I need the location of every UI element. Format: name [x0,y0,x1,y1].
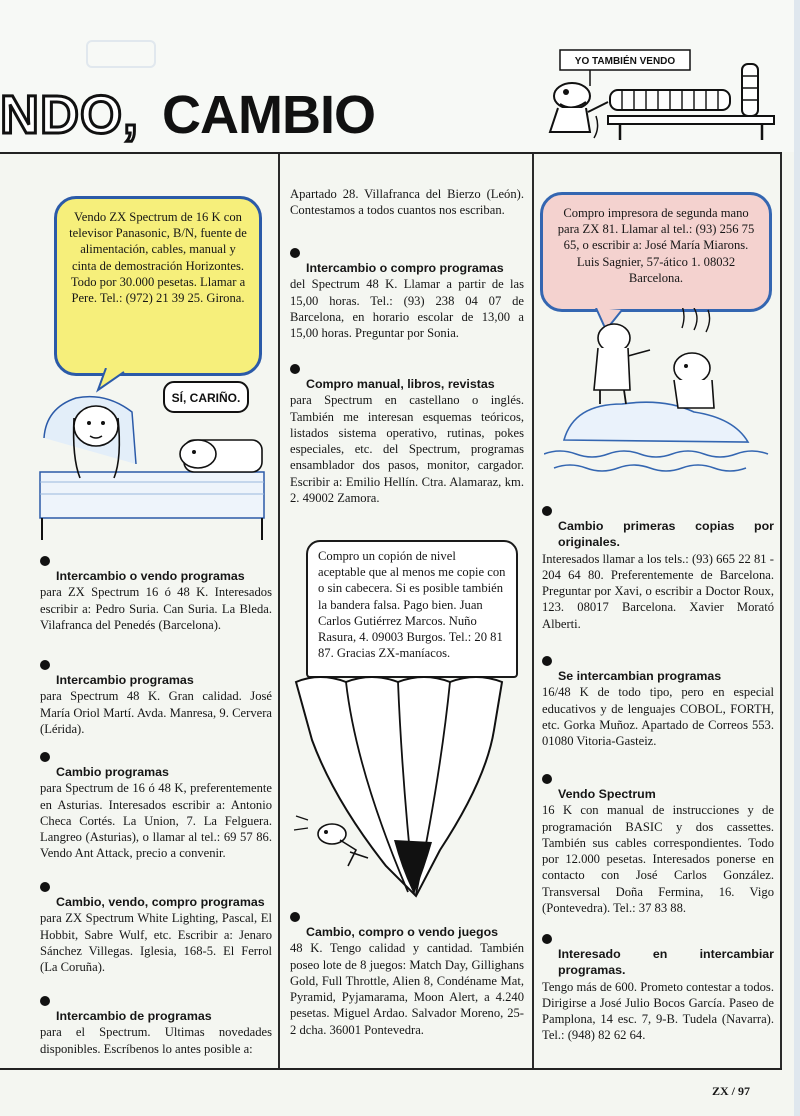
page-number: ZX / 97 [712,1084,751,1098]
classified-item [40,556,272,633]
bullet-icon [290,912,300,922]
item-title: Vendo Spectrum [558,787,656,801]
item-title: Interesado en intercambiar programas. [558,947,774,978]
item-body: 16 K con manual de instrucciones y de programación BASIC y dos cassettes. También sus cables correspondientes. Todo por 12.000 pesetas. Interesados ponerse en contacto con José Carlos González. Transversal Doña Fermina, 16. Vigo (Pontevedra). Tel.: 37 83 88. [542,803,774,916]
item-title: Intercambio de programas [56,1009,212,1023]
item-body: para el Spectrum. Ultimas novedades disponibles. Escríbenos lo antes posible a: [40,1025,272,1056]
item-body: para ZX Spectrum White Lighting, Pascal, El Hobbit, Sabre Wulf, etc. Escribir a: Jenaro Sánchez Villegas. Iglesia, 168-5. El Ferrol (La Coruña). [40,911,272,975]
bullet-icon [290,364,300,374]
bullet-icon [40,752,50,762]
parachute-cartoon [290,670,526,906]
item-title: Intercambio o vendo programas [56,569,245,583]
bullet-icon [290,248,300,258]
bullet-icon [40,556,50,566]
item-body: para Spectrum 48 K. Gran calidad. José María Oriol Martí. Avda. Manresa, 9. Cervera (Lérida). [40,689,272,736]
ad-bubble-tv-spectrum [54,196,262,376]
classified-item [40,996,272,1057]
classified-item [290,912,524,1038]
section-title: CAMBIO [162,85,375,145]
item-title: Cambio primeras copias por originales. [558,519,774,550]
bullet-icon [542,656,552,666]
classified-item [40,660,272,737]
section-title-outline: NDO, [0,85,139,145]
item-title: Se intercambian programas [558,669,722,683]
item-body: para ZX Spectrum 16 ó 48 K. Interesados escribir a: Pedro Suria. Can Suria. La Bleda. Vilafranca del Penedés (Barcelona). [40,585,272,632]
ad-box-text: Compro un copión de nivel aceptable que al menos me copie con o sin cabecera. Si es posible también la bandera falsa. Pago bien. Juan Carlos Gutiérrez Marcos. Nuño Rasura, 4. 09003 Burgos. Tel.: 20 81 87. Gracias ZX-maníacos. [318,549,506,661]
item-body: del Spectrum 48 K. Llamar a partir de las 15,00 horas. Tel.: (93) 238 04 07 de Barcelona, en horario escolar de 13,00 a 15,00 horas. Preguntar por Sonia. [290,277,524,341]
item-title: Cambio programas [56,765,169,779]
item-body: 16/48 K de todo tipo, pero en especial educativos y de lenguajes COBOL, FORTH, etc. Gorka Muñoz. Apartado de Correos 553. 01080 Vitoria-Gasteiz. [542,685,774,749]
classified-item [542,656,774,749]
classified-item [542,774,774,916]
item-body: para Spectrum de 16 ó 48 K, preferentemente en Asturias. Interesados escribir a: Antonio Checa Cortés. La Union, 7. La Felguera. Langreo (Asturias), o llamar al tel.: 69 57 86. Vendo Ant Attack, precio a convenir. [40,781,272,861]
page-header [0,0,800,152]
item-body: Interesados llamar a los tels.: (93) 665 22 81 - 204 64 80. Preferentemente de Barcelona. Preguntar por Xavi, o escribir a Doctor Roux, 123. 08017 Barcelona. Xavier Morató Alberti. [542,551,774,631]
bullet-icon [40,882,50,892]
item-title: Cambio, vendo, compro programas [56,895,265,909]
item-body: 48 K. Tengo calidad y cantidad. También poseo lote de 8 juegos: Match Day, Gillighans Gold, Full Throttle, Alien 8, Condéname Mat, Pyramid, Pyjamarama, Moon Alert, a 4.240 pesetas. Miguel Ardao. Salvador Moreno, 25-2 dcha. 36001 Pontevedra. [290,941,524,1037]
bed-couple-cartoon [36,368,274,544]
column-divider-2 [532,154,534,1068]
ad-box-copier [306,540,518,678]
item-title: Cambio, compro o vendo juegos [306,925,499,939]
footer-rule [0,1068,782,1070]
bleed-through-box [86,40,156,68]
item-title: Intercambio o compro programas [306,261,504,275]
classified-item [290,364,524,506]
column-2 [290,186,524,506]
item-body: Tengo más de 600. Prometo contestar a todos. Dirigirse a José Julio Bocos García. Paseo de Pamplona, 14 esc. 7, 9-B. Tudela (Navarra). Tel.: (948) 82 62 64. [542,979,774,1043]
header-cartoon-illustration [530,46,780,146]
ad-bubble-printer [540,192,772,312]
bullet-icon [542,774,552,784]
column-divider-1 [278,154,280,1068]
classified-item [290,248,524,341]
bullet-icon [40,660,50,670]
classified-item [542,506,774,632]
bullet-icon [542,934,552,944]
classified-item [542,934,774,1044]
cartoon-sign-text: YO TAMBIÉN VENDO [574,56,676,67]
item-body: para Spectrum en castellano o inglés. También me interesan esquemas teóricos, listados sistema operativo, rutinas, pokes especiales, etc. del Spectrum, programas ensamblador dos pasos, monitor, cargador. Escribir a: Emilio Hellín. Ctra. Alamaraz, km. 2. 49002 Zamora. [290,393,524,506]
ad-bubble-text: Compro impresora de segunda mano para ZX 81. Llamar al tel.: (93) 256 75 65, o escribir a: José María Miarons. Luis Sagnier, 57-ático 1. 08032 Barcelona. [557,206,755,285]
island-cartoon [544,308,772,476]
continuation-text: Apartado 28. Villafranca del Bierzo (León). Contestamos a todos cuantos nos escriban. [290,187,524,218]
cartoon-speech-text: SÍ, CARIÑO. [171,391,241,405]
bullet-icon [542,506,552,516]
bullet-icon [40,996,50,1006]
ad-bubble-text: Vendo ZX Spectrum de 16 K con televisor Panasonic, B/N, fuente de alimentación, cables, manual y cinta de demostración Horizontes. Todo por 30.000 pesetas. Llamar a Pere. Tel.: (972) 21 39 25. Girona. [69,210,247,306]
classified-item [40,882,272,975]
classified-item [40,752,272,862]
item-title: Compro manual, libros, revistas [306,377,495,391]
item-title: Intercambio programas [56,673,194,687]
